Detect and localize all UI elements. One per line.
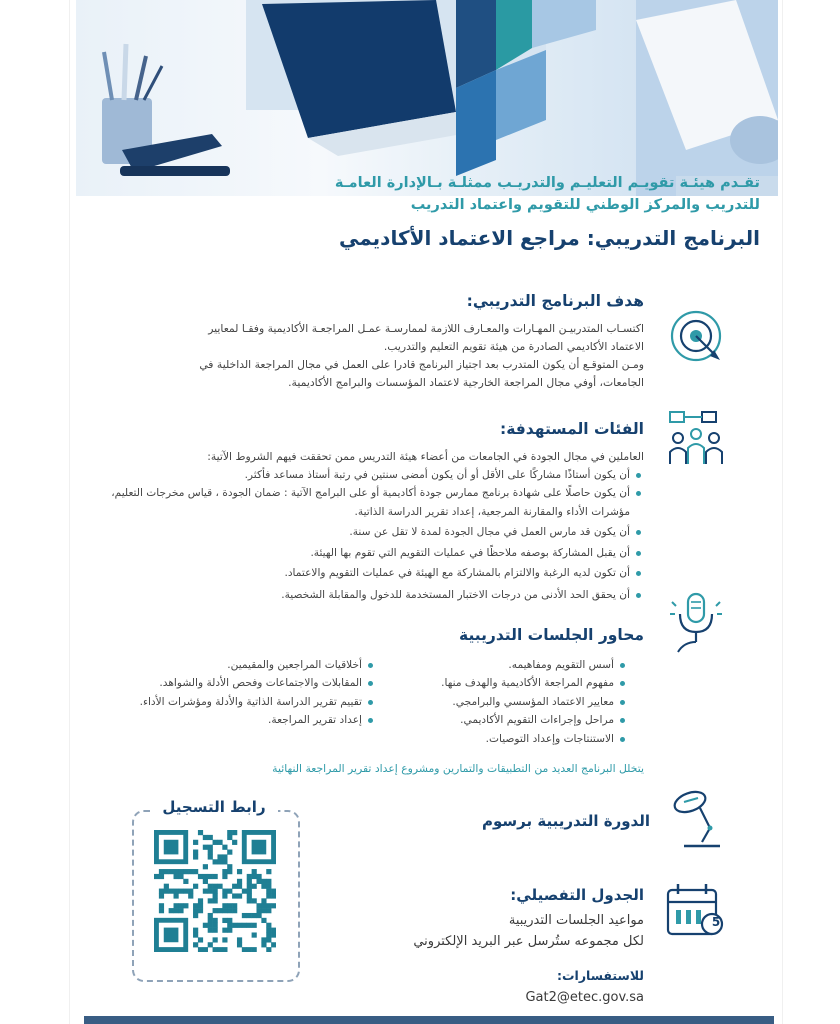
sessions-col-right	[398, 656, 628, 748]
list-item: أن يقبل المشاركة بوصفه ملاحظًا في عمليات التقويم التي تقوم بها الهيئة.	[96, 544, 630, 562]
contact-email[interactable]: Gat2@etec.gov.sa	[525, 990, 644, 1005]
list-item: أن يحقق الحد الأدنى من درجات الاختبار المستخدمة للدخول والمقابلة الشخصية.	[96, 586, 630, 604]
goal-line: اكتسـاب المتدربيـن المهـارات والمعـارف اللازمة لممارسـة عمـل المراجعـة الأكاديمية وفقـا لمعايير	[208, 322, 644, 335]
sessions-note: يتخلل البرنامج العديد من التطبيقات والتمارين ومشروع إعداد تقرير المراجعة النهائية	[272, 762, 644, 775]
schedule-line-1: مواعيد الجلسات التدريبية	[508, 913, 644, 928]
intro-line-2: للتدريب والمركز الوطني للتقويم واعتماد التدريب	[410, 197, 760, 213]
sessions-heading: محاور الجلسات التدريبية	[459, 626, 644, 644]
list-item: أن تكون لديه الرغبة والالتزام بالمشاركة مع الهيئة في عمليات التقويم والاعتماد.	[96, 564, 630, 582]
list-item: أن يكون قد مارس العمل في مجال الجودة لمدة لا تقل عن سنة.	[96, 523, 630, 541]
lamp-icon	[664, 786, 728, 850]
goal-line: الجامعات، أوفي مجال المراجعة الخارجية لاعتماد المؤسسات والبرامج الأكاديمية.	[288, 376, 644, 389]
fee-text: الدورة التدريبية برسوم	[482, 812, 650, 830]
target-intro: العاملين في مجال الجودة في الجامعات من أعضاء هيئة التدريس ممن تحققت فيهم الشروط الآتية:	[207, 450, 644, 463]
intro-text	[120, 172, 760, 216]
list-item: الاستنتاجات وإعداد التوصيات.	[398, 730, 614, 748]
list-item: تقييم تقرير الدراسة الذاتية والأدلة ومؤشرات الأداء.	[86, 693, 362, 711]
list-item: أخلاقيات المراجعين والمقيمين.	[86, 656, 362, 674]
calendar-icon	[664, 880, 728, 944]
qr-code-icon[interactable]	[154, 830, 276, 952]
goal-line: ومـن المتوقـع أن يكون المتدرب بعد اجتياز البرنامج قادرا على العمل في مجال المراجعة الداخلية في	[199, 358, 644, 371]
sessions-col-left	[86, 656, 376, 730]
list-item: المقابلات والاجتماعات وفحص الأدلة والشواهد.	[86, 674, 362, 692]
schedule-heading: الجدول التفصيلي:	[510, 886, 644, 904]
list-item: أن يكون أستاذًا مشاركًا على الأقل أو أن يكون أمضى سنتين في رتبة أستاذ مساعد فأكثر.	[96, 466, 630, 484]
hero-illustration	[76, 0, 778, 196]
hero-image	[76, 0, 778, 196]
footer-bar	[84, 1016, 774, 1024]
list-item: أسس التقويم ومفاهيمه.	[398, 656, 614, 674]
list-item: مفهوم المراجعة الأكاديمية والهدف منها.	[398, 674, 614, 692]
intro-line-1: تقـدم هيئـة تقويـم التعليـم والتدريـب ممثلـة بـالإدارة العامـة	[334, 175, 760, 191]
microphone-icon	[664, 588, 728, 658]
page-title: البرنامج التدريبي: مراجع الاعتماد الأكاديمي	[339, 226, 760, 250]
schedule-line-2: لكل مجموعه ستُرسل عبر البريد الإلكتروني	[413, 934, 644, 949]
list-item: معايير الاعتماد المؤسسي والبرامجي.	[398, 693, 614, 711]
list-item: أن يكون حاصلًا على شهادة برنامج ممارس جودة أكاديمية أو على البرامج الآتية : ضمان الجودة ، قياس مخرجات التعليم، مؤشرات الأداء والمقارنة المرجعية، إعداد تقرير الدراسة الذاتية.	[96, 484, 630, 521]
calendar-badge: 5	[711, 915, 721, 929]
list-item: إعداد تقرير المراجعة.	[86, 711, 362, 729]
people-chart-icon	[664, 408, 728, 472]
target-icon	[664, 304, 728, 368]
schedule-body	[413, 910, 644, 952]
list-item: مراحل وإجراءات التقويم الأكاديمي.	[398, 711, 614, 729]
goal-body	[104, 320, 644, 392]
target-list	[96, 466, 644, 605]
logo-shape-blue	[456, 70, 496, 176]
goal-heading: هدف البرنامج التدريبي:	[466, 292, 644, 310]
contact-heading: للاستفسارات:	[556, 968, 644, 983]
goal-line: الاعتماد الأكاديمي الصادرة من هيئة تقويم التعليم والتدريب.	[383, 340, 644, 353]
registration-label: رابط التسجيل	[150, 798, 278, 816]
target-heading: الفئات المستهدفة:	[500, 420, 644, 438]
